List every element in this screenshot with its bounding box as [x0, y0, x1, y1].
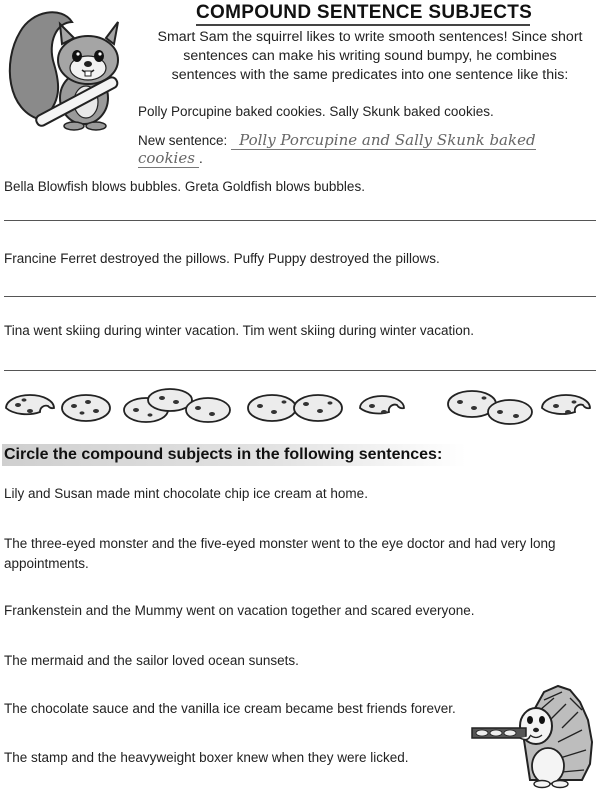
cookie-row: [0, 386, 600, 430]
answer-line[interactable]: [4, 296, 596, 297]
answer-line[interactable]: [4, 220, 596, 221]
new-sentence-period: .: [198, 151, 203, 166]
example-sentences: Polly Porcupine baked cookies. Sally Skunk baked cookies.: [138, 104, 494, 119]
squirrel-with-rolling-pin-icon: [2, 2, 134, 132]
new-sentence-row: [138, 131, 600, 167]
cookie-icon: [6, 389, 590, 424]
title-underline: [196, 24, 530, 26]
exercise-sentence: Francine Ferret destroyed the pillows. Puffy Puppy destroyed the pillows.: [4, 251, 440, 266]
circle-sentence[interactable]: The mermaid and the sailor loved ocean sunsets.: [4, 653, 299, 668]
circle-sentence[interactable]: Frankenstein and the Mummy went on vacation together and scared everyone.: [4, 603, 475, 618]
answer-line[interactable]: [4, 370, 596, 371]
porcupine-with-cookie-tray-icon: [470, 680, 598, 790]
circle-sentence[interactable]: The three-eyed monster and the five-eyed monster went to the eye doctor and had very long appointments.: [4, 536, 556, 571]
exercise-sentence: Tina went skiing during winter vacation. Tim went skiing during winter vacation.: [4, 323, 474, 338]
circle-section-heading: Circle the compound subjects in the following sentences:: [2, 444, 466, 466]
circle-sentence[interactable]: Lily and Susan made mint chocolate chip ice cream at home.: [4, 486, 368, 501]
circle-sentence[interactable]: The chocolate sauce and the vanilla ice cream became best friends forever.: [4, 701, 456, 716]
new-sentence-answer: Polly Porcupine and Sally Skunk baked cookies: [138, 131, 536, 167]
worksheet-title: COMPOUND SENTENCE SUBJECTS: [196, 2, 533, 23]
exercise-sentence: Bella Blowfish blows bubbles. Greta Goldfish blows bubbles.: [4, 179, 365, 194]
intro-paragraph: Smart Sam the squirrel likes to write smooth sentences! Since short sentences can make his writing sound bumpy, he combines sentences with the same predicates into one sentence like this:: [157, 29, 583, 83]
new-sentence-label: New sentence:: [138, 133, 228, 148]
circle-sentence[interactable]: The stamp and the heavyweight boxer knew when they were licked.: [4, 750, 409, 765]
